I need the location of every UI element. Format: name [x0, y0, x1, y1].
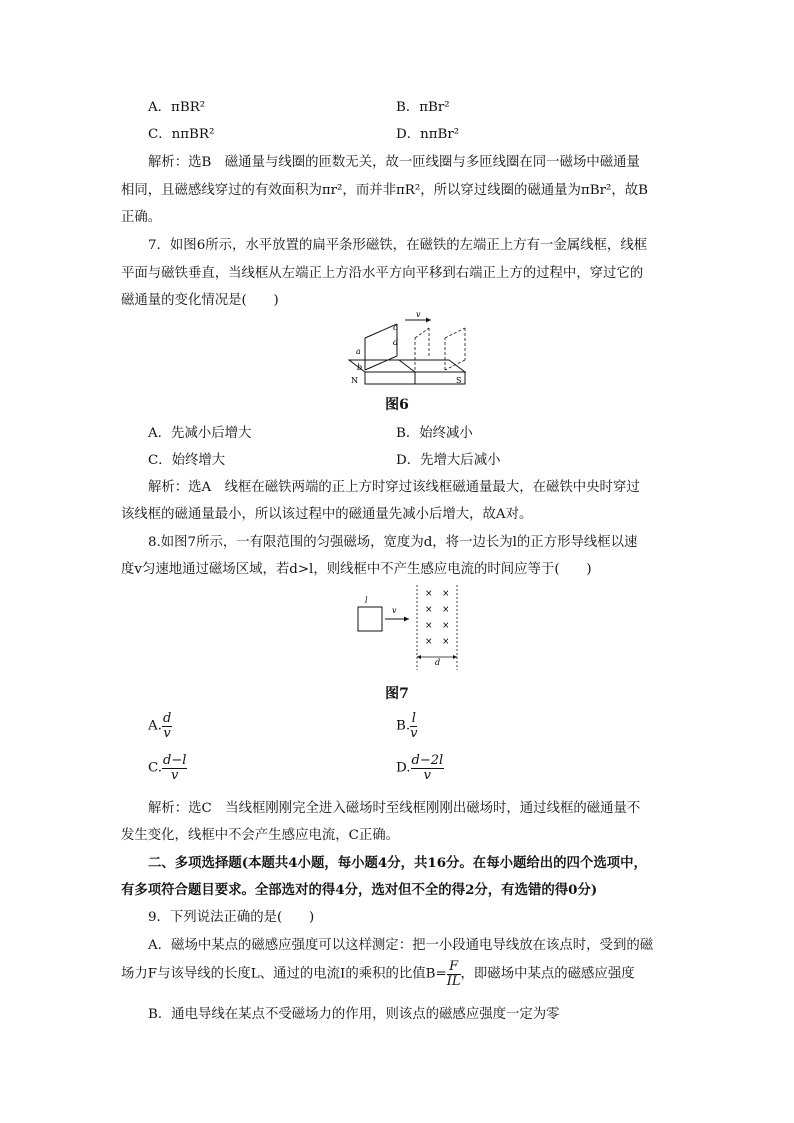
q7-solution-line-1: 解析：选A 线框在磁铁两端的正上方时穿过该线框磁通量最大，在磁铁中央时穿过	[148, 480, 640, 495]
q7-option-d: D．先增大后减小	[396, 453, 501, 468]
q8-stem-line-2: 度v匀速地通过磁场区域，若d>l，则线框中不产生感应电流的时间应等于( )	[121, 562, 592, 577]
svg-text:×: ×	[442, 605, 450, 615]
square-wire-frame	[358, 607, 382, 631]
right-frame-dashed	[445, 328, 465, 370]
label-v-fig7: v	[392, 606, 397, 615]
q8-stem-line-1: 8.如图7所示，一有限范围的匀强磁场，宽度为d，将一边长为l的正方形导线框以速	[148, 535, 638, 550]
label-l: l	[365, 596, 368, 605]
q9-option-a-line-1: A．磁场中某点的磁感应强度可以这样测定：把一小段通电导线放在该点时，受到的磁	[148, 938, 654, 953]
q8-solution-line-2: 发生变化，线框中不会产生感应电流，C正确。	[121, 828, 400, 843]
left-frame-edge	[365, 356, 397, 370]
q6-option-b: B．πBr²	[396, 100, 450, 115]
q7-option-c: C．始终增大	[148, 453, 226, 468]
svg-text:×: ×	[425, 589, 433, 599]
q6-option-d: D．nπBr²	[396, 127, 460, 142]
svg-text:×: ×	[442, 589, 450, 599]
q7-solution-line-2: 该线框的磁通量最小，所以该过程中的磁通量先减小后增大，故A对。	[121, 507, 533, 522]
svg-text:×: ×	[425, 621, 433, 631]
q7-option-a: A．先减小后增大	[148, 426, 252, 441]
label-d: d	[393, 338, 399, 347]
magnet-center-top-line	[399, 360, 415, 372]
label-b: b	[357, 363, 363, 372]
q7-stem-line-1: 7．如图6所示，水平放置的扁平条形磁铁，在磁铁的左端正上方有一金属线框，线框	[148, 238, 648, 253]
figure-6-magnet-diagram	[345, 310, 475, 390]
q6-solution-line-2: 相同，且磁感线穿过的有效面积为πr²，而并非πR²，所以穿过线圈的磁通量为πBr²，故B	[121, 183, 648, 198]
q8-option-a: A. $\frac{d}{v}$	[148, 711, 172, 741]
magnetic-field-crosses	[425, 589, 450, 647]
label-a: a	[356, 347, 361, 356]
label-s-pole: S	[456, 376, 462, 385]
q6-option-c: C．nπBR²	[148, 127, 215, 142]
svg-text:×: ×	[425, 637, 433, 647]
label-c: c	[393, 323, 398, 332]
q8-option-d: D. $\frac{d-2l}{v}$	[396, 753, 444, 783]
svg-text:×: ×	[425, 605, 433, 615]
label-n-pole: N	[351, 376, 358, 385]
q8-option-b: B. $\frac{l}{v}$	[396, 711, 418, 741]
middle-frame-dashed	[415, 328, 429, 370]
q6-solution-line-1: 解析：选B 磁通量与线圈的匝数无关，故一匝线圈与多匝线圈在同一磁场中磁通量	[148, 155, 640, 170]
q7-stem-line-2: 平面与磁铁垂直，当线框从左端正上方沿水平方向平移到右端正上方的过程中，穿过它的	[121, 266, 644, 281]
svg-text:×: ×	[442, 621, 450, 631]
q9-option-a-line-2: 场力F与该导线的长度L、通过的电流I的乘积的比值B= $\frac{F}{IL}$ ，即磁场中某点的磁感应强度	[121, 959, 635, 989]
svg-text:×: ×	[442, 637, 450, 647]
figure-7-caption: 图7	[385, 686, 409, 702]
figure-7-magnetic-field-diagram	[345, 585, 465, 670]
q8-solution-line-1: 解析：选C 当线框刚刚完全进入磁场时至线框刚刚出磁场时，通过线框的磁通量不	[148, 801, 641, 816]
q8-option-c: C. $\frac{d-l}{v}$	[148, 753, 187, 783]
figure-6-caption: 图6	[385, 397, 409, 413]
q7-option-b: B．始终减小	[396, 426, 473, 441]
q6-option-a: A．πBR²	[148, 100, 206, 115]
q9-option-b: B．通电导线在某点不受磁场力的作用，则该点的磁感应强度一定为零	[148, 1007, 560, 1022]
section-2-heading-line-2: 有多项符合题目要求。全部选对的得4分，选对但不全的得2分，有选错的得0分)	[121, 882, 598, 898]
section-2-heading-line-1: 二、多项选择题(本题共4小题，每小题4分，共16分。在每小题给出的四个选项中，	[148, 855, 647, 871]
label-d-fig7: d	[435, 658, 441, 667]
label-v: v	[416, 310, 421, 319]
q7-stem-line-3: 磁通量的变化情况是( )	[121, 293, 279, 308]
q9-stem: 9．下列说法正确的是( )	[148, 910, 315, 925]
q6-solution-line-3: 正确。	[121, 210, 162, 225]
